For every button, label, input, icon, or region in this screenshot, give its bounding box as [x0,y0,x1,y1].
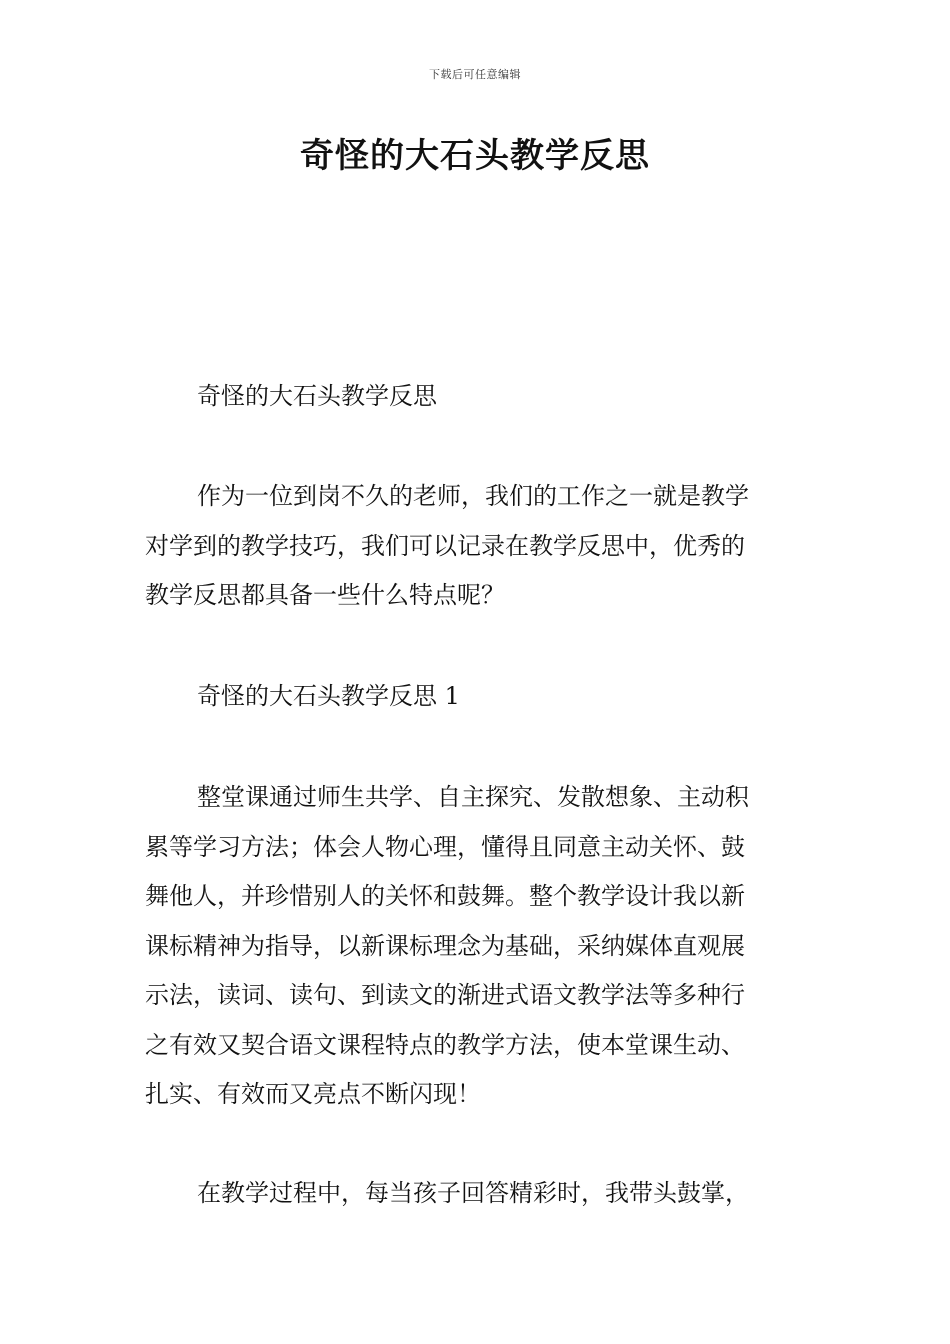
section-heading-text: 奇怪的大石头教学反思 [197,382,437,410]
intro-line-1: 作为一位到岗不久的老师，我们的工作之一就是教学 [197,482,749,510]
download-note: 下载后可任意编辑 [429,68,521,81]
subheading-1-text: 奇怪的大石头教学反思 1 [197,682,460,710]
subheading-1 [145,672,810,722]
paragraph-2-line-1: 在教学过程中，每当孩子回答精彩时，我带头鼓掌， [197,1179,749,1207]
paragraph-1 [145,773,810,1120]
paragraph-1-line-3: 舞他人，并珍惜别人的关怀和鼓舞。整个教学设计我以新 [145,882,745,910]
paragraph-1-line-2: 累等学习方法；体会人物心理，懂得且同意主动关怀、鼓 [145,832,745,861]
intro-paragraph [145,472,810,621]
document-title: 奇怪的大石头教学反思 [300,136,650,176]
paragraph-1-line-5: 示法，读词、读句、到读文的渐进式语文教学法等多种行 [145,981,745,1009]
paragraph-1-line-4: 课标精神为指导，以新课标理念为基础，采纳媒体直观展 [145,931,745,960]
paragraph-1-line-7: 扎实、有效而又亮点不断闪现！ [145,1080,481,1108]
paragraph-1-line-1: 整堂课通过师生共学、自主探究、发散想象、主动积 [197,783,749,811]
paragraph-1-line-6: 之有效又契合语文课程特点的教学方法，使本堂课生动、 [145,1030,745,1059]
section-heading [145,372,810,422]
paragraph-2 [145,1169,810,1219]
intro-line-2: 对学到的教学技巧，我们可以记录在教学反思中，优秀的 [145,531,745,560]
intro-line-3: 教学反思都具备一些什么特点呢？ [145,581,505,609]
